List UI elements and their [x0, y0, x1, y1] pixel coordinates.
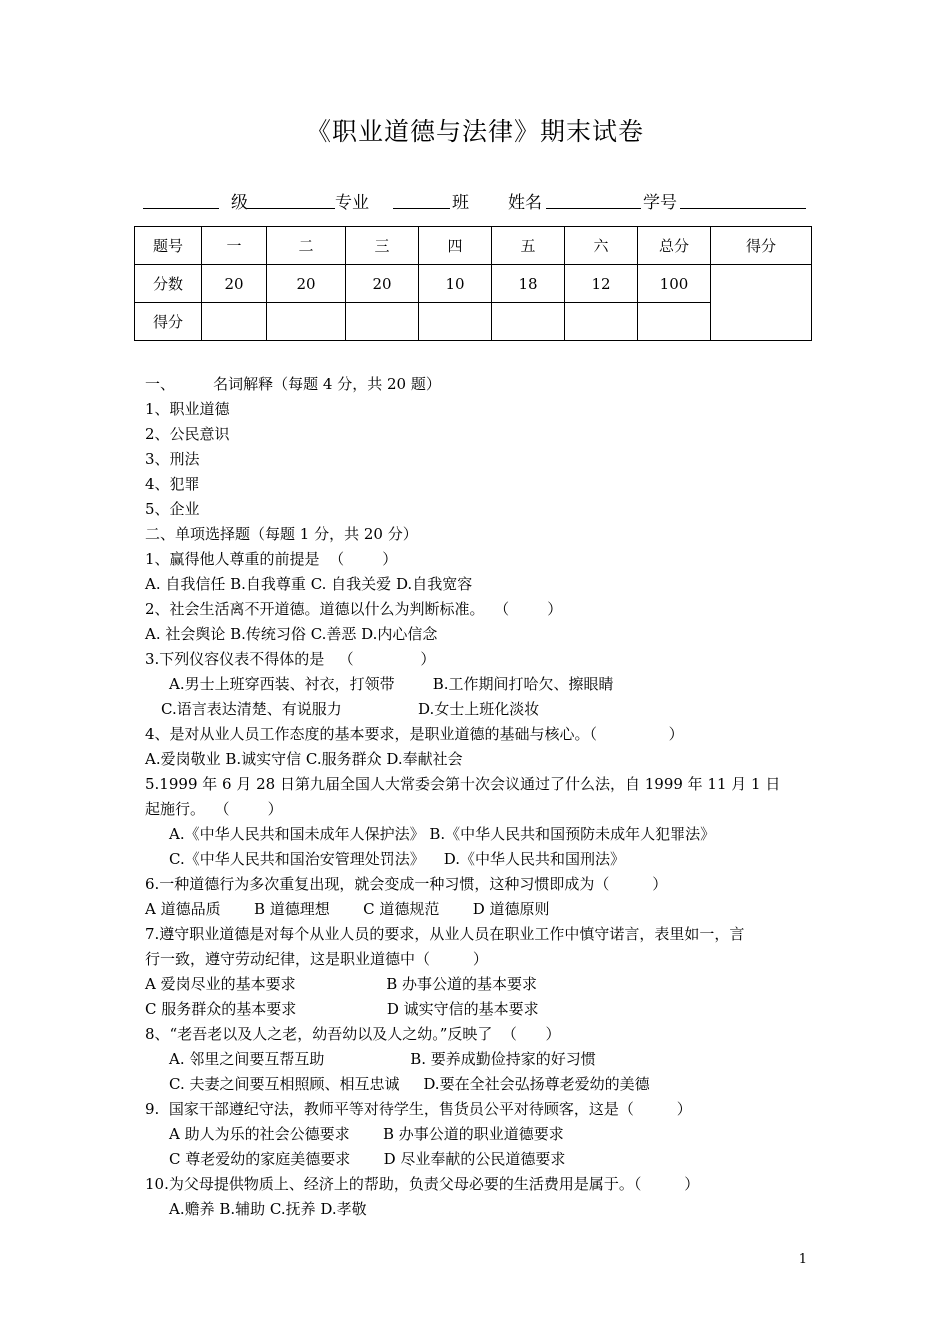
points-cell: 10: [419, 265, 492, 303]
row-header-points: 分数: [135, 265, 202, 303]
points-cell: 18: [492, 265, 565, 303]
exam-title: 《职业道德与法律》期末试卷: [305, 117, 644, 146]
col-header: 总分: [638, 227, 711, 265]
col-header: 得分: [711, 227, 812, 265]
points-cell: 12: [565, 265, 638, 303]
grade-label: 级: [231, 193, 248, 213]
term-item: 4、犯罪: [145, 475, 200, 493]
score-cell[interactable]: [638, 303, 711, 341]
student-id-blank[interactable]: [680, 208, 806, 209]
question-text: 1、赢得他人尊重的前提是 （ ）: [145, 550, 398, 568]
exam-content: [145, 372, 810, 1222]
question-options: A.赡养 B.辅助 C.抚养 D.孝敬: [169, 1200, 367, 1218]
points-cell: 20: [267, 265, 346, 303]
name-label: 姓名: [508, 193, 542, 213]
question-options: A 爱岗尽业的基本要求 B 办事公道的基本要求: [145, 975, 537, 993]
question-text: 2、社会生活离不开道德。道德以什么为判断标准。 （ ）: [145, 600, 563, 618]
points-cell: 20: [202, 265, 267, 303]
class-blank[interactable]: [393, 208, 450, 209]
score-cell[interactable]: [565, 303, 638, 341]
question-text: 起施行。 （ ）: [145, 800, 283, 818]
col-header: 一: [202, 227, 267, 265]
points-cell: 100: [638, 265, 711, 303]
points-cell: 20: [346, 265, 419, 303]
major-blank[interactable]: [247, 208, 335, 209]
score-cell[interactable]: [419, 303, 492, 341]
question-options: A. 社会舆论 B.传统习俗 C.善恶 D.内心信念: [145, 625, 438, 643]
question-options: C 服务群众的基本要求 D 诚实守信的基本要求: [145, 1000, 539, 1018]
question-options: A.《中华人民共和国未成年人保护法》 B.《中华人民共和国预防未成年人犯罪法》: [169, 825, 716, 843]
student-id-label: 学号: [643, 193, 677, 213]
row-header-score: 得分: [135, 303, 202, 341]
question-options: C.语言表达清楚、有说服力 D.女士上班化淡妆: [161, 700, 540, 718]
question-text: 行一致，遵守劳动纪律，这是职业道德中（ ）: [145, 950, 488, 968]
table-row: [135, 265, 812, 303]
col-header: 四: [419, 227, 492, 265]
col-header: 三: [346, 227, 419, 265]
score-cell[interactable]: [202, 303, 267, 341]
question-text: 6.一种道德行为多次重复出现，就会变成一种习惯，这种习惯即成为（ ）: [145, 875, 668, 893]
table-row: [135, 227, 812, 265]
question-text: 8、“老吾老以及人之老，幼吾幼以及人之幼。”反映了 （ ）: [145, 1025, 561, 1043]
class-label: 班: [452, 193, 469, 213]
question-options: A.男士上班穿西装、衬衣，打领带 B.工作期间打哈欠、擦眼睛: [169, 675, 614, 693]
page-number: 1: [798, 1252, 807, 1267]
question-options: C 尊老爱幼的家庭美德要求 D 尽业奉献的公民道德要求: [169, 1150, 566, 1168]
question-text: 3.下列仪容仪表不得体的是 （ ）: [145, 650, 436, 668]
question-options: A. 自我信任 B.自我尊重 C. 自我关爱 D.自我宽容: [145, 575, 473, 593]
score-table: [134, 226, 812, 341]
col-header: 二: [267, 227, 346, 265]
grade-blank[interactable]: [143, 208, 219, 209]
term-item: 3、刑法: [145, 450, 200, 468]
question-text: 10.为父母提供物质上、经济上的帮助，负责父母必要的生活费用是属于。（ ）: [145, 1175, 700, 1193]
term-item: 1、职业道德: [145, 400, 230, 418]
student-info-line: [143, 188, 808, 214]
score-cell[interactable]: [267, 303, 346, 341]
question-options: A.爱岗敬业 B.诚实守信 C.服务群众 D.奉献社会: [145, 750, 463, 768]
term-item: 2、公民意识: [145, 425, 230, 443]
question-text: 7.遵守职业道德是对每个从业人员的要求，从业人员在职业工作中慎守诺言，表里如一，言: [145, 925, 745, 943]
question-options: A 助人为乐的社会公德要求 B 办事公道的职业道德要求: [169, 1125, 564, 1143]
section-heading: 一、 名词解释（每题 4 分，共 20 题）: [145, 375, 441, 393]
term-item: 5、企业: [145, 500, 200, 518]
section-heading: 二、单项选择题（每题 1 分，共 20 分）: [145, 525, 418, 543]
question-options: C.《中华人民共和国治安管理处罚法》 D.《中华人民共和国刑法》: [169, 850, 626, 868]
score-cell[interactable]: [346, 303, 419, 341]
question-options: C. 夫妻之间要互相照顾、相互忠诚 D.要在全社会弘扬尊老爱幼的美德: [169, 1075, 650, 1093]
question-text: 4、是对从业人员工作态度的基本要求，是职业道德的基础与核心。（ ）: [145, 725, 684, 743]
question-text: 9. 国家干部遵纪守法，教师平等对待学生，售货员公平对待顾客，这是（ ）: [145, 1100, 692, 1118]
col-header: 五: [492, 227, 565, 265]
col-header: 六: [565, 227, 638, 265]
name-blank[interactable]: [546, 208, 641, 209]
question-options: A 道德品质 B 道德理想 C 道德规范 D 道德原则: [145, 900, 550, 918]
major-label: 专业: [335, 193, 369, 213]
table-row: [135, 303, 812, 341]
question-options: A. 邻里之间要互帮互助 B. 要养成勤俭持家的好习惯: [169, 1050, 596, 1068]
question-text: 5.1999 年 6 月 28 日第九届全国人大常委会第十次会议通过了什么法，自 1999 年 11 月 1 日: [145, 775, 781, 793]
total-score-cell[interactable]: [711, 265, 812, 341]
row-header-question: 题号: [135, 227, 202, 265]
score-cell[interactable]: [492, 303, 565, 341]
